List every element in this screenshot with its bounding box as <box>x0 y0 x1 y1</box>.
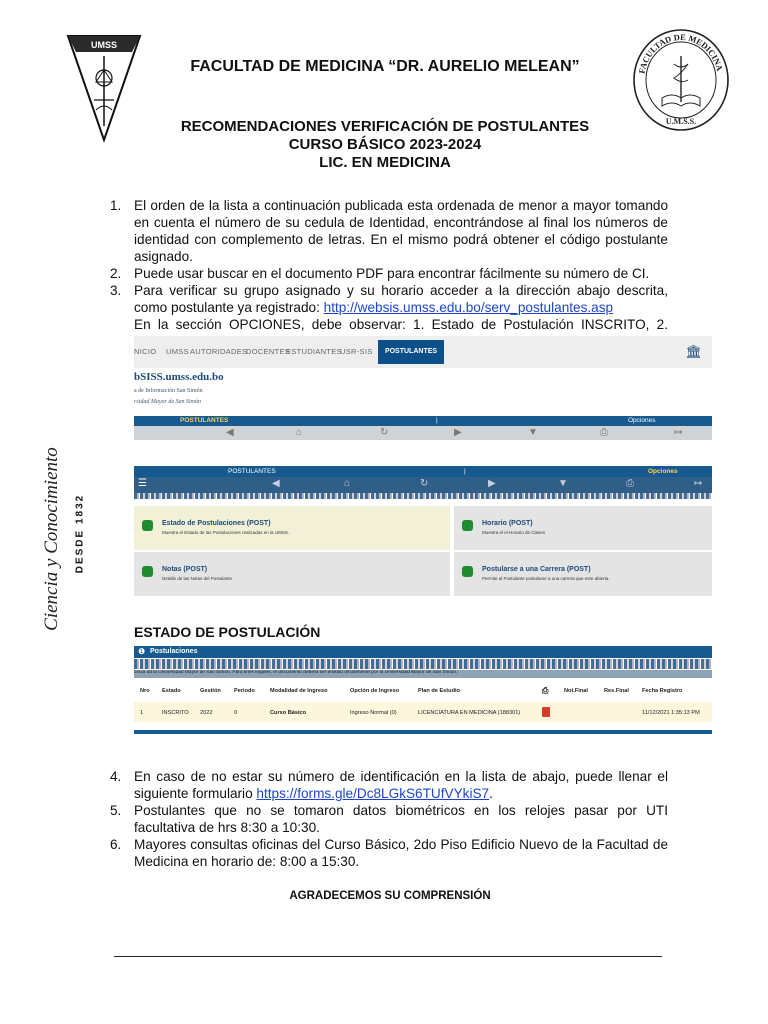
nav-item[interactable]: AUTORIDADES <box>190 347 248 356</box>
menu-icon[interactable]: ☰ <box>138 478 147 489</box>
toolbar <box>134 477 712 493</box>
cell: 0 <box>234 710 238 716</box>
info-icon: ❶ <box>138 647 146 656</box>
down-icon[interactable]: ▼ <box>558 478 568 489</box>
bottom-rule <box>114 956 662 957</box>
motto-year: DESDE 1832 <box>74 493 86 574</box>
item-number: 1. <box>110 198 122 213</box>
nav-item-postulantes[interactable]: POSTULANTES <box>378 340 444 364</box>
col-header: Modalidad de Ingreso <box>270 688 328 694</box>
item-text: . <box>489 786 493 801</box>
logout-icon[interactable]: ↦ <box>694 478 703 489</box>
home-icon[interactable]: ⌂ <box>296 427 303 438</box>
thanks-note: AGRADECEMOS SU COMPRENSIÓN <box>289 890 491 902</box>
panel-desc: Muestra el Estado de las Postulaciones realizadas en la UMSS. <box>162 530 290 535</box>
panel-desc: Muestra el el Horario de Clases <box>482 530 546 535</box>
refresh-icon[interactable]: ↻ <box>420 478 429 489</box>
table-titlebar <box>134 646 712 658</box>
options-label[interactable]: Opciones <box>648 468 678 475</box>
col-header: Not.Final <box>564 688 588 694</box>
google-form-link[interactable]: https://forms.gle/Dc8LGkS6TUfVYkiS7 <box>256 786 490 801</box>
cell: LICENCIATURA EN MEDICINA (188301) <box>418 710 521 716</box>
scan-artifact <box>134 493 712 499</box>
subtitle-line: LIC. EN MEDICINA <box>319 154 451 171</box>
table-footer-bar <box>134 730 712 734</box>
brand-sub: a de Información San Simón <box>134 388 203 394</box>
list-item <box>110 768 668 802</box>
col-header: Plan de Estudio <box>418 688 460 694</box>
options-screenshot <box>134 466 712 598</box>
motto-script: Ciencia y Conocimiento <box>41 447 62 631</box>
item-number: 6. <box>110 837 122 852</box>
col-header: Gestión <box>200 688 221 694</box>
back-icon[interactable]: ◀ <box>272 478 280 489</box>
panel-desc: Permite al Postulante postularse a una carrera que este abierta. <box>482 576 610 581</box>
panel-horario[interactable] <box>454 506 712 550</box>
item-number: 4. <box>110 769 122 784</box>
subtitle-line: CURSO BÁSICO 2023-2024 <box>288 136 482 153</box>
print-icon[interactable]: ⎙ <box>626 478 634 489</box>
notice-text: cricia ad la Universidad Mayor de San Simón. Para tines legales, el documento deberá ser emitido oficialmente por la Universidad Mayor de San Simón. <box>134 670 712 678</box>
instructions-list-2 <box>110 768 668 870</box>
panel-estado[interactable] <box>134 506 450 550</box>
item-text: Postulantes que no se tomaron datos biométricos en los relojes pasar por UTI facultativa de hrs 8:30 a 10:30. <box>134 803 668 835</box>
bar-label: POSTULANTES <box>180 417 229 424</box>
nav-item[interactable]: USR-SIS <box>340 347 373 356</box>
item-text: El orden de la lista a continuación publicada esta ordenada de menor a mayor tomando en cuenta el número de su cedula de Identidad, encontrándose al final los números de identidad con complemento de letras. En el mismo podrá obtener el código postulante asignado. <box>134 198 668 264</box>
panel-desc: Detalle de las Notas del Postulante <box>162 576 233 581</box>
cell: INSCRITO <box>162 710 189 716</box>
nav-item[interactable]: ESTUDIANTES <box>286 347 342 356</box>
section-heading: ESTADO DE POSTULACIÓN <box>134 624 321 640</box>
postulantes-bar <box>134 466 712 477</box>
brand-sub: rsidad Mayor de San Simón <box>134 399 201 405</box>
item-text: Puede usar buscar en el documento PDF para encontrar fácilmente su número de CI. <box>134 266 650 281</box>
svg-text:FACULTAD DE MEDICINA: FACULTAD DE MEDICINA <box>636 31 725 75</box>
item-number: 5. <box>110 803 122 818</box>
nav-item[interactable]: NICIO <box>134 347 157 356</box>
list-item <box>110 836 668 870</box>
forward-icon[interactable]: ▶ <box>488 478 496 489</box>
panel-postularse[interactable] <box>454 552 712 596</box>
top-navbar <box>134 336 712 368</box>
print-icon[interactable]: ⎙ <box>600 427 608 438</box>
col-header: Periodo <box>234 688 255 694</box>
list-item <box>110 802 668 836</box>
toolbar <box>134 426 712 440</box>
col-header: Nro <box>140 688 150 694</box>
cube-icon <box>142 520 153 531</box>
cell: 11/12/2021 1:35:13 PM <box>642 710 700 716</box>
item-text: Para verificar su grupo asignado y su horario acceder a la dirección abajo descrita, como postulante ya registrado: <box>134 283 668 315</box>
logo-text: UMSS <box>90 40 118 50</box>
bar-label: POSTULANTES <box>228 468 276 475</box>
postulantes-bar <box>134 416 712 426</box>
nav-item[interactable]: UMSS <box>166 347 189 356</box>
faculty-seal <box>632 28 730 132</box>
panel-title: Notas (POST) <box>162 566 208 573</box>
faculty-title: FACULTAD DE MEDICINA “DR. AURELIO MELEAN” <box>190 58 580 75</box>
websis-header-screenshot <box>134 336 712 440</box>
refresh-icon[interactable]: ↻ <box>380 427 389 438</box>
down-icon[interactable]: ▼ <box>528 427 538 438</box>
subtitle-line: RECOMENDACIONES VERIFICACIÓN DE POSTULANTES <box>180 118 590 135</box>
svg-text:U.M.S.S.: U.M.S.S. <box>665 117 697 126</box>
table-title: Postulaciones <box>150 648 198 655</box>
side-motto <box>36 440 96 640</box>
cell: Ingreso Normal (0) <box>350 710 397 716</box>
panel-title: Postularse a una Carrera (POST) <box>482 566 591 573</box>
websis-brand: bSISS.umss.edu.bo <box>134 371 224 383</box>
cube-icon <box>462 520 473 531</box>
cube-icon <box>462 566 473 577</box>
bar-divider: | <box>436 417 438 424</box>
item-text: En la sección OPCIONES, debe observar: 1. Estado de Postulación INSCRITO, 2. <box>134 317 668 332</box>
item-text: En caso de no estar su número de identificación en la lista de abajo, puede llenar el siguiente formulario <box>134 769 668 801</box>
panel-notas[interactable] <box>134 552 450 596</box>
umss-logo <box>66 30 142 142</box>
home-icon[interactable]: ⌂ <box>344 478 351 489</box>
institution-icon[interactable]: 🏛 <box>685 344 702 359</box>
print-icon[interactable]: ⎙ <box>542 686 549 695</box>
list-item <box>110 197 668 265</box>
item-number: 3. <box>110 283 122 298</box>
col-header: Estado <box>162 688 181 694</box>
col-header: Fecha Registro <box>642 688 683 694</box>
item-text: Mayores consultas oficinas del Curso Básico, 2do Piso Edificio Nuevo de la Facultad de Medicina en horario de: 8:00 a 15:30. <box>134 837 668 869</box>
scan-artifact <box>134 659 712 669</box>
cell: Curso Básico <box>270 710 307 716</box>
forward-icon[interactable]: ▶ <box>454 427 462 438</box>
logout-icon[interactable]: ↦ <box>674 427 683 438</box>
cube-icon <box>142 566 153 577</box>
cell: 2022 <box>200 710 213 716</box>
document-subtitle <box>150 118 620 172</box>
panel-title: Estado de Postulaciones (POST) <box>162 520 271 527</box>
options-label[interactable]: Opciones <box>628 417 656 424</box>
back-icon[interactable]: ◀ <box>226 427 234 438</box>
websis-link[interactable]: http://websis.umss.edu.bo/serv_postulantes.asp <box>323 300 614 315</box>
postulaciones-screenshot <box>134 646 712 734</box>
col-header: Opción de Ingreso <box>350 688 400 694</box>
col-header: Res.Final <box>604 688 629 694</box>
cell: 1 <box>140 710 144 716</box>
pdf-icon[interactable] <box>542 707 550 717</box>
item-number: 2. <box>110 266 122 281</box>
bar-divider: | <box>464 468 466 475</box>
list-item <box>110 265 668 282</box>
panel-title: Horario (POST) <box>482 520 533 527</box>
nav-item[interactable]: DOCENTES <box>246 347 291 356</box>
instructions-list-1 <box>110 197 668 350</box>
